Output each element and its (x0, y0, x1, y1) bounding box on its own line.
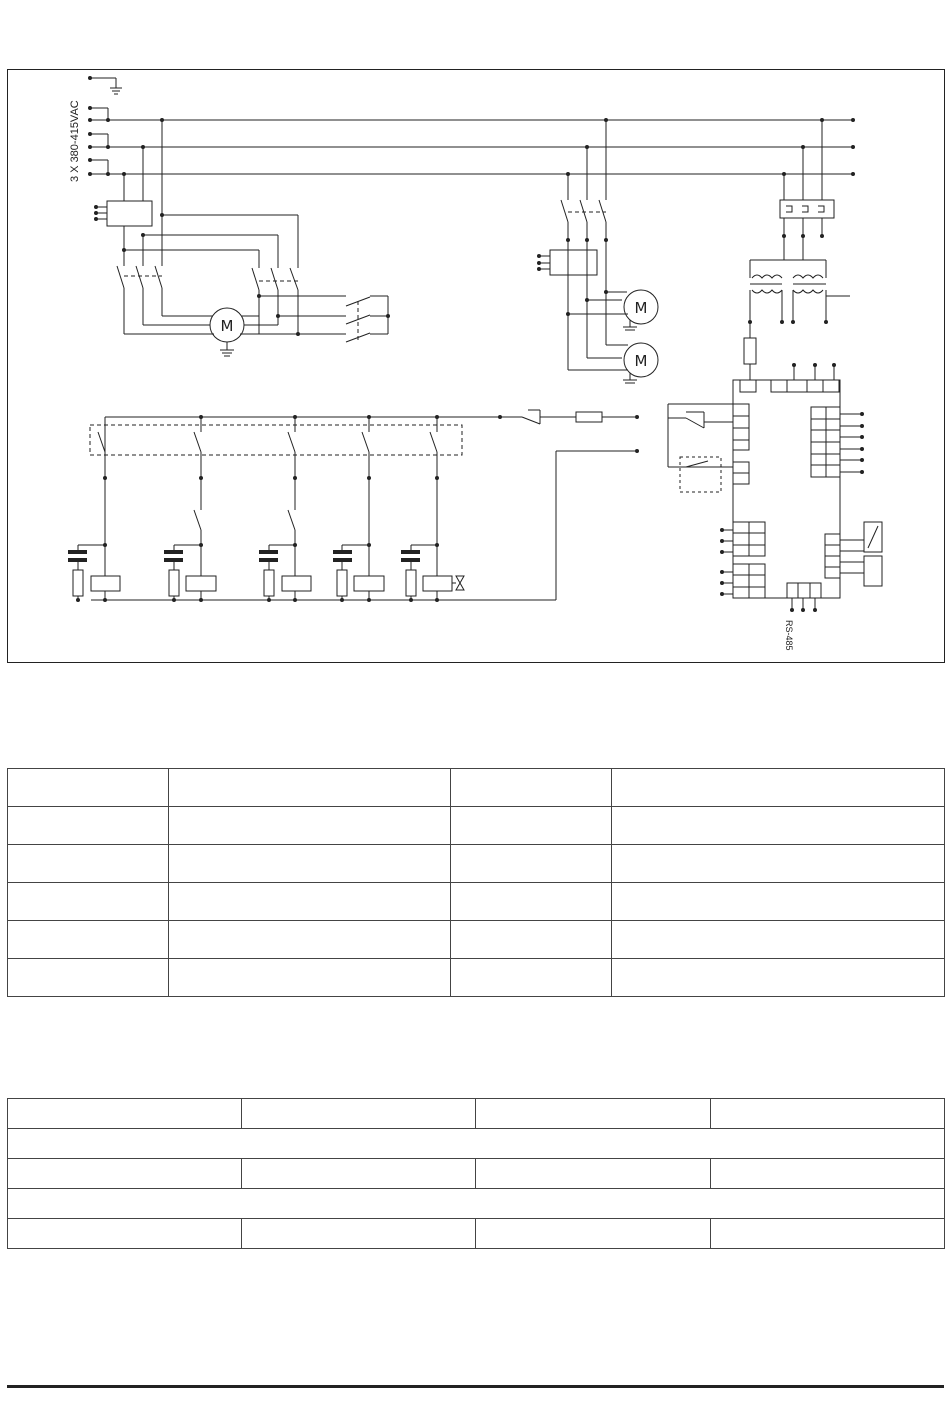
table-cell (451, 883, 612, 921)
table-row (8, 1159, 945, 1189)
table-cell (612, 807, 945, 845)
table-row (8, 807, 945, 845)
table-cell (612, 959, 945, 997)
table-cell (169, 959, 451, 997)
table-cell (8, 807, 169, 845)
table-row (8, 921, 945, 959)
rs485-label: RS-485 (784, 620, 794, 651)
table-cell (169, 921, 451, 959)
table-cell (711, 1219, 945, 1249)
junction-dots (76, 76, 864, 612)
table-cell (8, 1159, 242, 1189)
diagram-frame (8, 70, 945, 663)
control-transformer (744, 120, 850, 380)
table-row (8, 769, 945, 807)
table-cell (169, 807, 451, 845)
fan-motor-2-label: M (634, 352, 648, 370)
supply-terminals (90, 78, 122, 174)
wiring-diagram (0, 0, 950, 690)
control-circuit (90, 410, 637, 600)
table-cell (612, 883, 945, 921)
table-cell (8, 845, 169, 883)
table-cell (8, 1219, 242, 1249)
table-cell (169, 769, 451, 807)
table-cell (8, 883, 169, 921)
table-section-row (8, 1189, 945, 1219)
table-cell (451, 959, 612, 997)
table-cell (612, 845, 945, 883)
table-cell (242, 1099, 476, 1129)
table-section-row (8, 1129, 945, 1159)
table-cell (476, 1219, 711, 1249)
compressor-contactor-circuit (96, 120, 388, 342)
controller-unit (722, 365, 882, 610)
table-cell (451, 769, 612, 807)
table-row (8, 1219, 945, 1249)
table-cell (476, 1099, 711, 1129)
table-cell (242, 1219, 476, 1249)
table-row (8, 883, 945, 921)
table-section-cell (8, 1189, 945, 1219)
table-cell (476, 1159, 711, 1189)
table-cell (451, 807, 612, 845)
table-cell (612, 769, 945, 807)
table-cell (451, 845, 612, 883)
controller-input-contacts (668, 404, 733, 492)
table-cell (169, 883, 451, 921)
table-cell (711, 1099, 945, 1129)
table-section-cell (8, 1129, 945, 1159)
table-cell (8, 769, 169, 807)
table-row (8, 845, 945, 883)
capacitor-plates (68, 550, 420, 562)
specification-table-2 (7, 1098, 945, 1249)
footer-rule (7, 1385, 944, 1388)
table-cell (8, 1099, 242, 1129)
table-cell (169, 845, 451, 883)
fan-motor-1-label: M (634, 299, 648, 317)
table-cell (242, 1159, 476, 1189)
table-cell (8, 921, 169, 959)
main-busbars (90, 120, 853, 174)
table-cell (451, 921, 612, 959)
supply-voltage-label: 3 X 380-415VAC (69, 100, 81, 182)
table-cell (612, 921, 945, 959)
table-cell (8, 959, 169, 997)
compressor-motor-label: M (220, 317, 234, 335)
table-row (8, 959, 945, 997)
specification-table-1 (7, 768, 945, 997)
table-row (8, 1099, 945, 1129)
table-cell (711, 1159, 945, 1189)
fan-contactor-circuit (539, 120, 628, 370)
